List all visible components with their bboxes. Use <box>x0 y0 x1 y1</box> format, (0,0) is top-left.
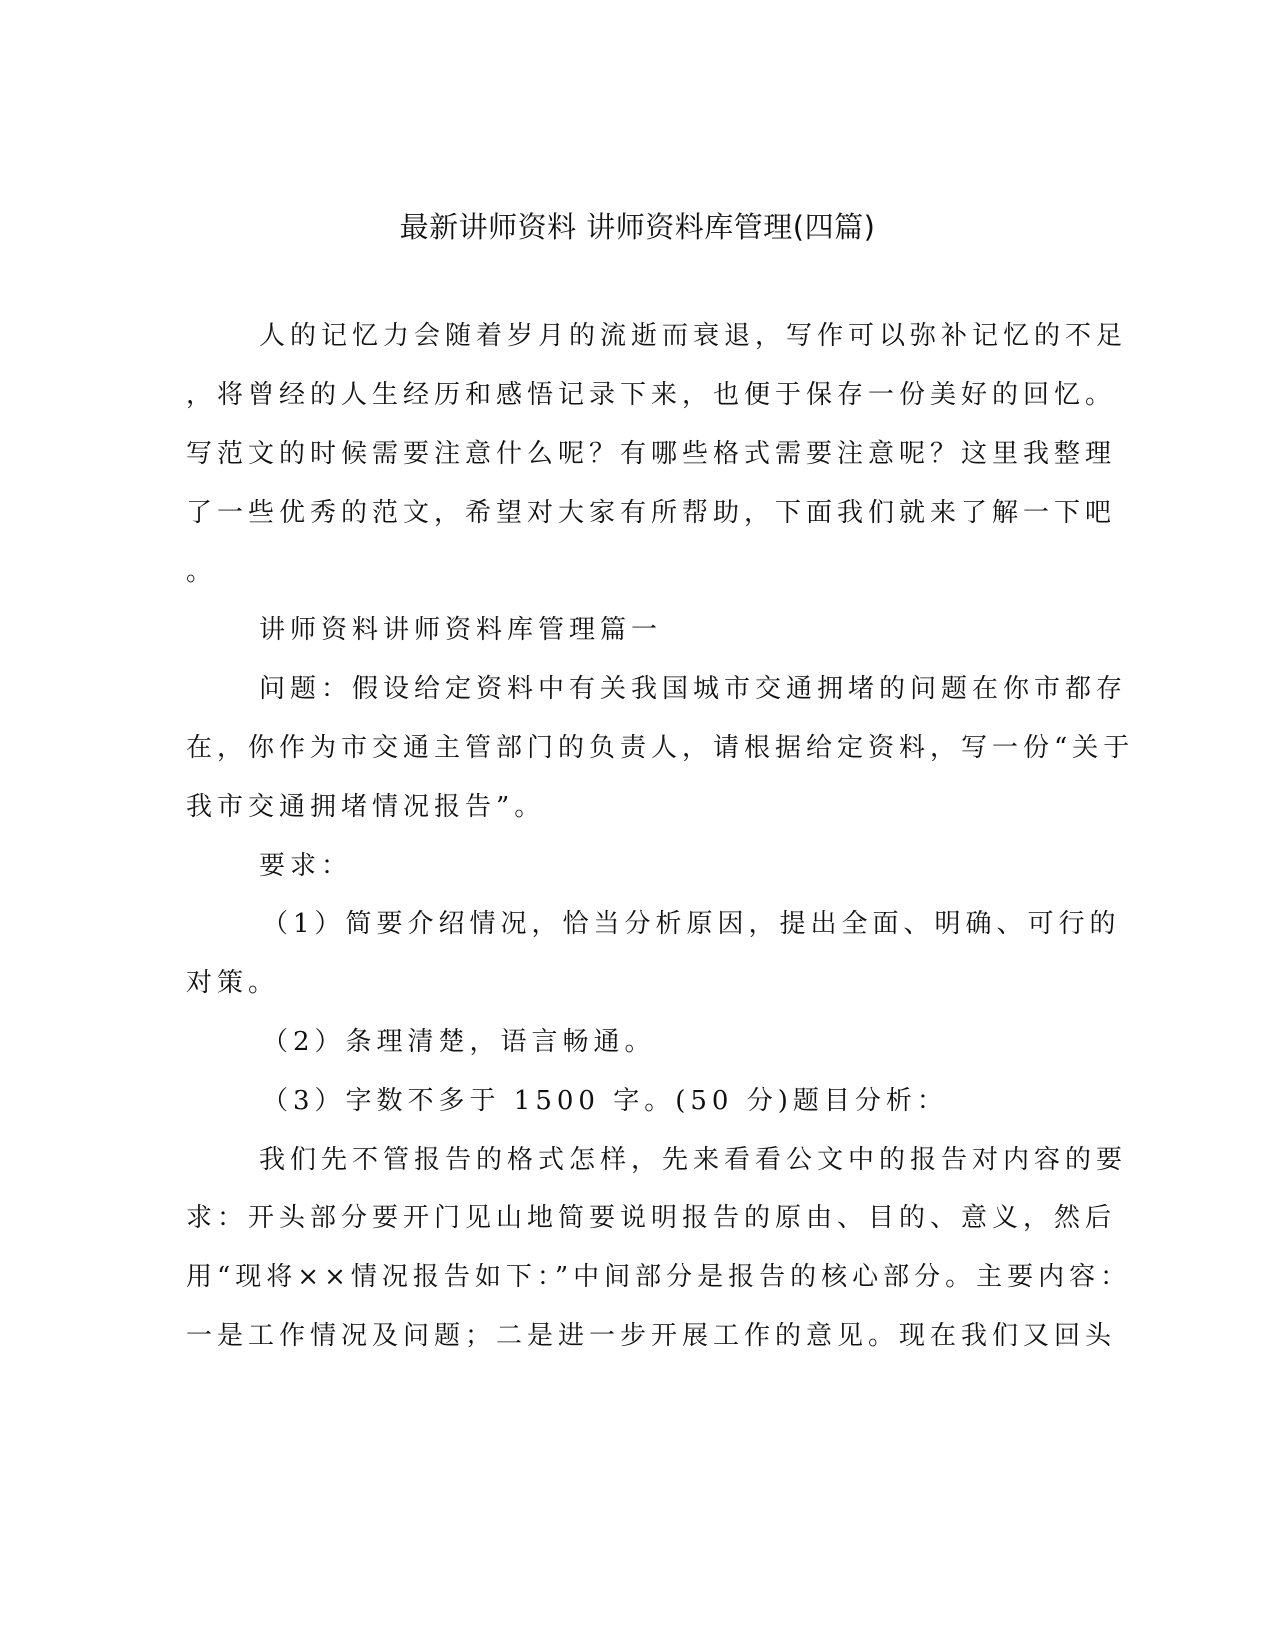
paragraph-line: 在，你作为市交通主管部门的负责人，请根据给定资料，写一份“关于 <box>186 733 1135 763</box>
list-item: （3）字数不多于 1500 字。(50 分)题目分析： <box>262 1086 948 1116</box>
paragraph-line: 写范文的时候需要注意什么呢？有哪些格式需要注意呢？这里我整理 <box>186 439 1117 469</box>
paragraph-line: 人的记忆力会随着岁月的流逝而衰退，写作可以弥补记忆的不足 <box>259 321 1128 351</box>
section-heading: 讲师资料讲师资料库管理篇一 <box>259 615 663 645</box>
paragraph-line: ，将曾经的人生经历和感悟记录下来，也便于保存一份美好的回忆。 <box>186 380 1117 410</box>
paragraph-line: 求：开头部分要开门见山地简要说明报告的原由、目的、意义，然后 <box>186 1203 1117 1233</box>
paragraph-line: 一是工作情况及问题；二是进一步开展工作的意见。现在我们又回头 <box>186 1321 1117 1351</box>
paragraph-line: 了一些优秀的范文，希望对大家有所帮助，下面我们就来了解一下吧 <box>186 498 1117 528</box>
paragraph-line: 。 <box>186 557 218 587</box>
list-item: （2）条理清楚，语言畅通。 <box>262 1027 656 1057</box>
paragraph-line: 问题：假设给定资料中有关我国城市交通拥堵的问题在你市都存 <box>259 674 1128 704</box>
paragraph-line: 我们先不管报告的格式怎样，先来看看公文中的报告对内容的要 <box>259 1145 1128 1175</box>
document-title: 最新讲师资料 讲师资料库管理(四篇) <box>399 210 876 244</box>
list-item: （1）简要介绍情况，恰当分析原因，提出全面、明确、可行的 <box>262 909 1121 939</box>
list-item-continuation: 对策。 <box>186 968 280 998</box>
paragraph-line: 用“现将××情况报告如下：”中间部分是报告的核心部分。主要内容： <box>186 1262 1132 1292</box>
paragraph-line: 要求： <box>259 851 353 881</box>
paragraph-line: 我市交通拥堵情况报告”。 <box>186 792 546 822</box>
